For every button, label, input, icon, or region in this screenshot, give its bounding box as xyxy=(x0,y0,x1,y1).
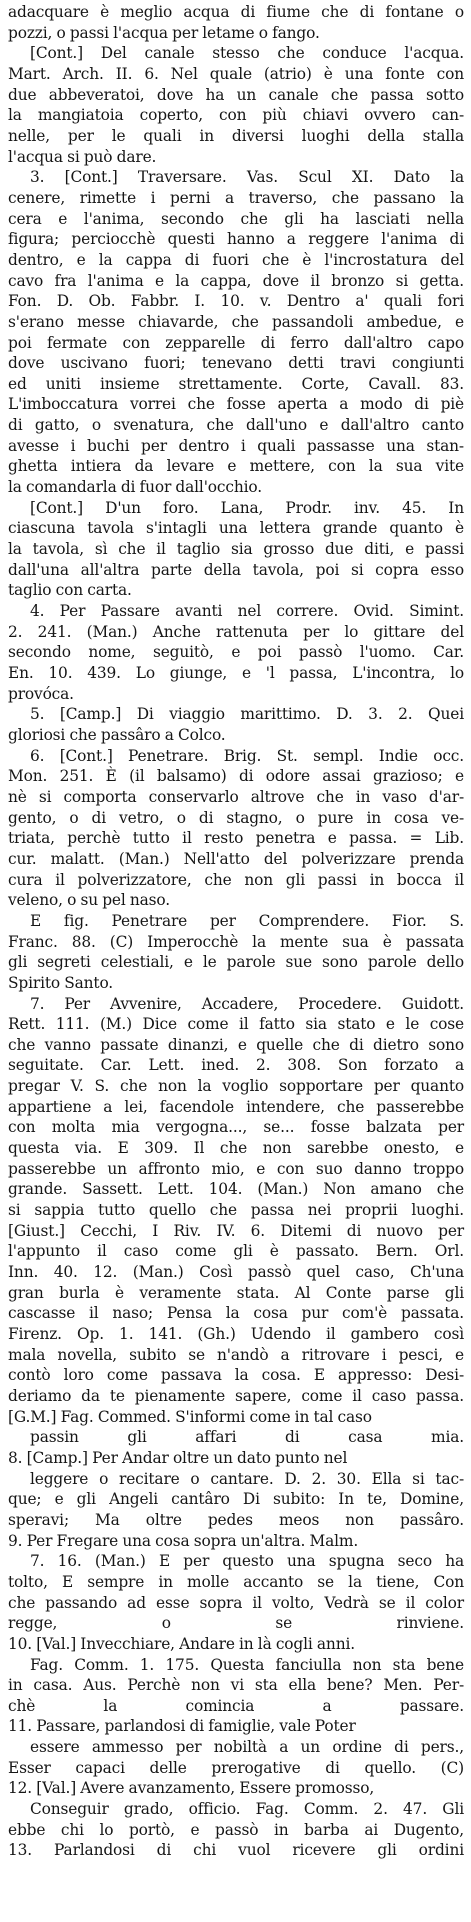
text-line: dove uscivano fuori; tenevano detti travi congiunti xyxy=(8,354,464,373)
text-line: s'erano messe chiavarde, che passandoli ambedue, e xyxy=(8,312,464,331)
text-line: 10. [Val.] Invecchiare, Andare in là cogli anni. xyxy=(8,1634,355,1653)
text-line: contò loro come passava la cosa. E appresso: Desi- xyxy=(8,1366,464,1385)
text-line: dall'una all'altra parte della tavola, poi si copra esso xyxy=(8,560,464,579)
text-line: 3. [Cont.] Traversare. Vas. Scul XI. Dato la xyxy=(30,168,464,187)
text-line: 7. 16. (Man.) E per questo una spugna seco ha xyxy=(30,1552,464,1571)
text-line: mala novella, subito se n'andò a ritrovare i pesci, e xyxy=(8,1345,464,1364)
text-line: con molta mia vergogna..., se... fosse balzata per xyxy=(8,1118,464,1137)
text-line: cascasse il naso; Pensa la cosa pur com'è passata. xyxy=(8,1304,464,1323)
text-line: ed uniti insieme strettamente. Corte, Cavall. 83. xyxy=(8,374,464,393)
text-line: triata, perchè tutto il resto penetra e passa. = Lib. xyxy=(8,829,464,848)
text-line: En. 10. 439. Lo giunge, e 'l passa, L'incontra, lo xyxy=(8,664,464,682)
text-line: cenere, rimette i perni a traverso, che passano la xyxy=(8,188,464,207)
text-line: poi fermate con zepparelle di ferro dall'altro capo xyxy=(8,333,464,352)
text-line: gran burla è veramente stata. Al Conte parse gli xyxy=(8,1283,464,1302)
text-line: passerebbe un affronto mio, e con suo danno troppo xyxy=(8,1159,464,1178)
text-line: Firenz. Op. 1. 141. (Gh.) Udendo il gambero così xyxy=(8,1325,464,1343)
text-line: regge, o se rinviene. xyxy=(8,1614,464,1633)
text-line: ebbe chi lo portò, e passò in barba ai Dugento, xyxy=(8,1820,464,1839)
text-line: appartiene a lei, facendole intendere, che passerebbe xyxy=(8,1097,464,1116)
text-line: taglio con carta. xyxy=(8,581,132,600)
text-line: Inn. 40. 12. (Man.) Così passò quel caso, Ch'una xyxy=(8,1263,464,1282)
text-line: gloriosi che passâro a Colco. xyxy=(8,725,226,744)
text-line: passin gli affari di casa mia. xyxy=(30,1428,464,1447)
text-line: Fon. D. Ob. Fabbr. I. 10. v. Dentro a' quali fori xyxy=(8,292,464,311)
text-line: veleno, o su pel naso. xyxy=(8,891,171,910)
text-line: l'appunto il caso come gli è passato. Bern. Orl. xyxy=(8,1242,464,1261)
text-line: [Cont.] Del canale stesso che conduce l'acqua. xyxy=(30,44,464,63)
text-line: grande. Sassett. Lett. 104. (Man.) Non amano che xyxy=(8,1180,464,1199)
text-line: 8. [Camp.] Per Andar oltre un dato punto nel xyxy=(8,1448,348,1467)
text-line: pregar V. S. che non la voglio sopportare per quanto xyxy=(8,1077,464,1096)
text-line: 5. [Camp.] Di viaggio marittimo. D. 3. 2. Quei xyxy=(30,705,464,724)
text-line: deriamo da te pienamente sapere, come il caso passa. xyxy=(8,1386,464,1405)
text-line: nelle, per le quali in diversi luoghi della stalla xyxy=(8,126,464,145)
text-line: si sappia tutto quello che passa nei proprii luoghi. xyxy=(8,1201,464,1220)
text-line: l'acqua si può dare. xyxy=(8,147,157,166)
text-line: la mangiatoia coperto, con più chiavi ovvero can- xyxy=(8,106,464,125)
text-line: adacquare è meglio acqua di fiume che di fontane o xyxy=(8,3,464,21)
text-line: 9. Per Fregare una cosa sopra un'altra. Malm. xyxy=(8,1531,359,1550)
text-line: Franc. 88. (C) Imperocchè la mente sua è passata xyxy=(8,932,464,951)
text-line: in casa. Aus. Perchè non vi sta ella bene? Men. Per- xyxy=(8,1676,464,1695)
text-line: chè la comincia a passare. xyxy=(8,1696,464,1715)
text-line: [Giust.] Cecchi, I Riv. IV. 6. Ditemi di nuovo per xyxy=(8,1221,464,1240)
text-line: avesse i buchi per dentro i quali passasse una stan- xyxy=(8,436,464,455)
text-line: cera e l'anima, secondo che gli ha lasciati nella xyxy=(8,209,464,228)
text-line: 4. Per Passare avanti nel correre. Ovid. Simint. xyxy=(30,602,464,621)
text-line: tolto, E sempre in molle accanto se la tiene, Con xyxy=(8,1572,464,1591)
text-line: Mon. 251. È (il balsamo) di odore assai grazioso; e xyxy=(8,767,464,786)
text-line: 2. 241. (Man.) Anche rattenuta per lo gittare del xyxy=(8,622,464,641)
text-line: Rett. 111. (M.) Dice come il fatto sia stato e le cose xyxy=(8,1015,464,1034)
text-line: che passando ad esse sopra il volto, Vedrà se il color xyxy=(8,1593,464,1612)
text-line: pozzi, o passi l'acqua per letame o fango. xyxy=(8,23,320,42)
text-line: Fag. Comm. 1. 175. Questa fanciulla non sta bene xyxy=(30,1655,464,1674)
text-column xyxy=(8,2,464,1861)
text-line: L'imboccatura vorrei che fosse aperta a modo di piè xyxy=(8,395,464,414)
text-line: speravi; Ma oltre pedes meos non passâro. xyxy=(8,1510,464,1529)
text-line: cavo fra l'anima e la cappa, dove il bronzo si getta. xyxy=(8,271,464,290)
text-line: leggere o recitare o cantare. D. 2. 30. Ella si tac- xyxy=(30,1469,464,1488)
text-line: 13. Parlandosi di chi vuol ricevere gli ordini xyxy=(8,1841,464,1860)
text-line: 7. Per Avvenire, Accadere, Procedere. Guidott. xyxy=(30,994,464,1013)
text-line: due abbeveratoi, dove ha un canale che passa sotto xyxy=(8,85,464,104)
text-line: Mart. Arch. II. 6. Nel quale (atrio) è una fonte con xyxy=(8,64,464,83)
text-line: 11. Passare, parlandosi di famiglie, vale Poter xyxy=(8,1717,356,1736)
text-line: provóca. xyxy=(8,684,74,703)
text-line: 12. [Val.] Avere avanzamento, Essere promosso, xyxy=(8,1779,375,1798)
text-line: di gatto, o svenatura, che dall'uno e dall'altro canto xyxy=(8,416,464,435)
text-line: seguitate. Car. Lett. ined. 2. 308. Son forzato a xyxy=(8,1056,464,1075)
text-line: Conseguir grado, officio. Fag. Comm. 2. 47. Gli xyxy=(30,1800,464,1819)
text-line: gli segreti celestiali, e le parole sue sono parole dello xyxy=(8,953,464,972)
text-line: que; e gli Angeli cantâro Di subito: In te, Domine, xyxy=(8,1490,464,1509)
text-line: cur. malatt. (Man.) Nell'atto del polverizzare prenda xyxy=(8,849,464,868)
text-line: figura; perciocchè questi hanno a reggere l'anima di xyxy=(8,230,464,249)
text-line: 6. [Cont.] Penetrare. Brig. St. sempl. Indie occ. xyxy=(30,746,464,765)
text-line: secondo nome, seguitò, e poi passò l'uomo. Car. xyxy=(8,643,464,662)
text-line: Esser capaci delle prerogative di quello. (C) xyxy=(8,1758,464,1777)
text-line: [Cont.] D'un foro. Lana, Prodr. inv. 45. In xyxy=(30,498,464,517)
text-line: ghetta intiera da levare e mettere, con la sua vite xyxy=(8,457,464,476)
text-line: Spirito Santo. xyxy=(8,973,114,992)
text-line: la comandarla di fuor dall'occhio. xyxy=(8,478,262,497)
text-line: dentro, e la cappa di fuori che è l'incrostatura del xyxy=(8,250,464,269)
text-line: la tavola, sì che il taglio sia grosso due diti, e passi xyxy=(8,540,464,559)
text-line: [G.M.] Fag. Commed. S'informi come in tal caso xyxy=(8,1407,372,1426)
text-line: nè si comporta conservarlo altrove che in vaso d'ar- xyxy=(8,787,464,806)
text-line: gento, o di vetro, o di stagno, o pure in cosa ve- xyxy=(8,808,464,827)
text-line: essere ammesso per nobiltà a un ordine di pers., xyxy=(30,1738,464,1757)
text-line: questa via. E 309. Il che non sarebbe onesto, e xyxy=(8,1139,464,1158)
text-line: E fig. Penetrare per Comprendere. Fior. S. xyxy=(30,911,464,930)
text-line: cura il polverizzatore, che non gli passi in bocca il xyxy=(8,870,464,889)
text-line: che vanno passate dinanzi, e quelle che di dietro sono xyxy=(8,1035,464,1054)
text-line: ciascuna tavola s'intagli una lettera grande quanto è xyxy=(8,519,464,538)
